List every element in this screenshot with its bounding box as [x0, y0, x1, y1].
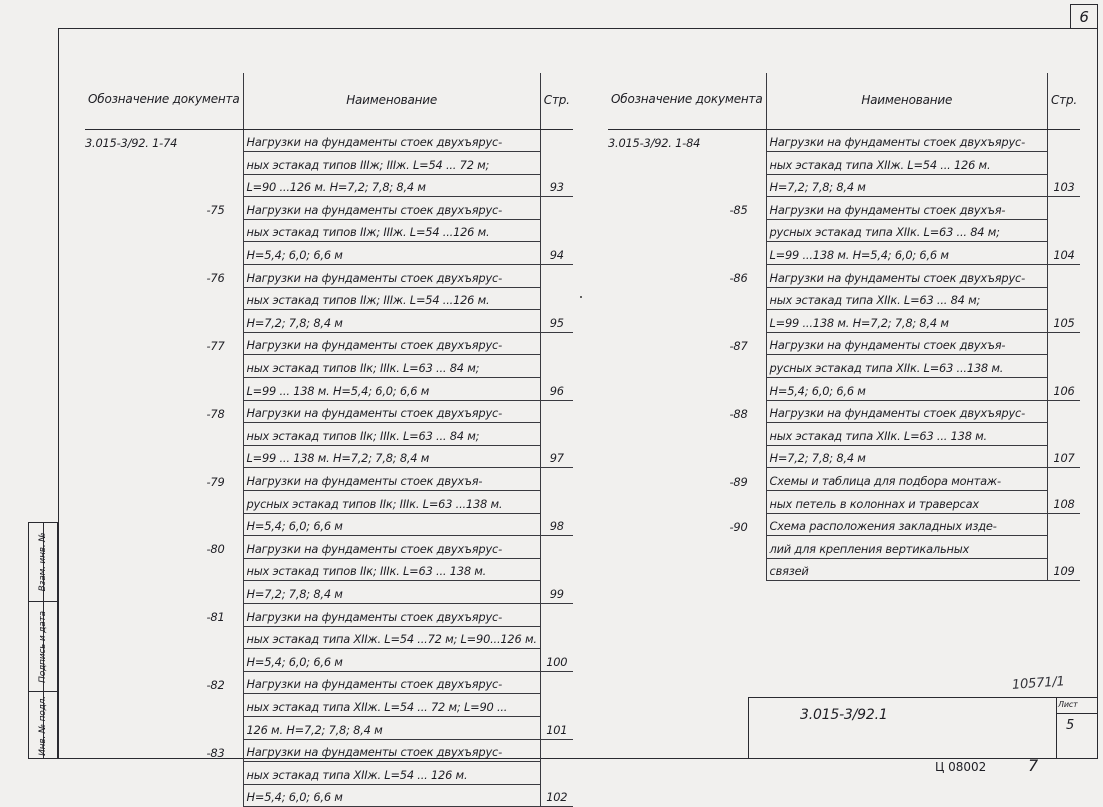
- cell-name: ных эстакад типов IIк; IIIк. L=63 ... 138 м.: [243, 558, 540, 581]
- table-row: [85, 242, 573, 265]
- cell-code: [85, 762, 243, 785]
- table-row: [85, 265, 573, 288]
- cell-code: -90: [729, 519, 748, 534]
- table-row: [608, 468, 1080, 491]
- cell-name: L=99 ...138 м. H=5,4; 6,0; 6,6 м: [766, 242, 1047, 265]
- cell-page: [540, 491, 573, 514]
- document-number: 3.015-3/92.1: [800, 707, 888, 723]
- cell-page: 94: [540, 242, 573, 265]
- cell-code: [85, 491, 243, 514]
- cell-page: 99: [540, 581, 573, 604]
- cell-page: 104: [1047, 242, 1080, 265]
- table-row: [608, 378, 1080, 401]
- cell-page: 93: [540, 174, 573, 197]
- table-row: [85, 152, 573, 175]
- cell-page: 106: [1047, 378, 1080, 401]
- header-page: Стр.: [540, 73, 573, 129]
- table-row: [85, 423, 573, 446]
- cell-code: -87: [729, 338, 748, 353]
- cell-page: [540, 603, 573, 626]
- header-code: Обозначение документа: [85, 73, 243, 129]
- table-row: [85, 536, 573, 559]
- table-row: [85, 671, 573, 694]
- cell-name: ных эстакад типа XIIж. L=54 ... 126 м.: [243, 762, 540, 785]
- table-row: [608, 445, 1080, 468]
- cell-name: H=5,4; 6,0; 6,6 м: [766, 378, 1047, 401]
- cell-page: [540, 762, 573, 785]
- cell-name: Нагрузки на фундаменты стоек двухъярус-: [243, 603, 540, 626]
- cell-code: 3.015-3/92. 1-84: [608, 135, 701, 150]
- table-row: [85, 649, 573, 672]
- cell-name: H=5,4; 6,0; 6,6 м: [243, 513, 540, 536]
- cell-page: [540, 355, 573, 378]
- cell-page: [1047, 265, 1080, 288]
- cell-page: 108: [1047, 491, 1080, 514]
- cell-page: [1047, 400, 1080, 423]
- cell-name: Нагрузки на фундаменты стоек двухъярус-: [243, 197, 540, 220]
- header-page: Стр.: [1047, 73, 1080, 129]
- cell-name: Нагрузки на фундаменты стоек двухъярус-: [243, 536, 540, 559]
- sheet-corner-number: 6: [1070, 4, 1098, 28]
- cell-code: [85, 152, 243, 175]
- cell-name: Схемы и таблица для подбора монтаж-: [766, 468, 1047, 491]
- cell-code: [85, 310, 243, 333]
- table-row: [85, 784, 573, 807]
- cell-page: [540, 129, 573, 152]
- cell-page: [540, 219, 573, 242]
- cell-name: H=7,2; 7,8; 8,4 м: [243, 310, 540, 333]
- footer-archive-code: Ц 08002: [935, 760, 987, 774]
- table-row: [608, 287, 1080, 310]
- strip-label-replacement: Взам. инв. №: [38, 532, 48, 592]
- cell-code: [608, 445, 766, 468]
- cell-page: [540, 152, 573, 175]
- table-header: [608, 73, 1080, 129]
- table-row: [608, 355, 1080, 378]
- cell-page: [540, 671, 573, 694]
- cell-page: 101: [540, 716, 573, 739]
- cell-name: Нагрузки на фундаменты стоек двухъярус-: [766, 400, 1047, 423]
- cell-code: [85, 784, 243, 807]
- cell-code: [85, 219, 243, 242]
- cell-name: H=5,4; 6,0; 6,6 м: [243, 242, 540, 265]
- cell-code: [608, 378, 766, 401]
- cell-page: [540, 536, 573, 559]
- cell-name: Нагрузки на фундаменты стоек двухъярус-: [766, 129, 1047, 152]
- cell-page: [1047, 423, 1080, 446]
- table-row: [85, 468, 573, 491]
- cell-name: русных эстакад типов IIк; IIIк. L=63 ...138 м.: [243, 491, 540, 514]
- cell-name: ных эстакад типов IIк; IIIк. L=63 ... 84 м;: [243, 355, 540, 378]
- cell-code: [608, 491, 766, 514]
- cell-code: [608, 558, 766, 581]
- cell-page: [1047, 287, 1080, 310]
- cell-code: [608, 242, 766, 265]
- scan-speck: [580, 296, 582, 298]
- cell-page: [540, 265, 573, 288]
- cell-code: [85, 558, 243, 581]
- table-row: [608, 536, 1080, 559]
- cell-page: [540, 423, 573, 446]
- cell-name: Нагрузки на фундаменты стоек двухъярус-: [766, 265, 1047, 288]
- cell-name: Нагрузки на фундаменты стоек двухъярус-: [243, 332, 540, 355]
- cell-code: -83: [206, 745, 225, 760]
- cell-code: [85, 649, 243, 672]
- cell-code: [85, 423, 243, 446]
- cell-name: H=5,4; 6,0; 6,6 м: [243, 784, 540, 807]
- header-name: Наименование: [766, 73, 1047, 129]
- table-row: [85, 762, 573, 785]
- table-row: [85, 378, 573, 401]
- table-row: [85, 287, 573, 310]
- cell-page: 100: [540, 649, 573, 672]
- cell-page: 97: [540, 445, 573, 468]
- cell-code: [608, 355, 766, 378]
- sheet-label: Лист: [1058, 700, 1078, 709]
- table-row: [85, 219, 573, 242]
- cell-page: 109: [1047, 558, 1080, 581]
- cell-name: H=7,2; 7,8; 8,4 м: [766, 174, 1047, 197]
- table-header: [85, 73, 573, 129]
- cell-code: -82: [206, 677, 225, 692]
- footer-page-number: 7: [1028, 756, 1038, 775]
- table-row: [85, 129, 573, 152]
- cell-page: 95: [540, 310, 573, 333]
- table-row: [85, 355, 573, 378]
- table-row: [608, 332, 1080, 355]
- cell-page: 103: [1047, 174, 1080, 197]
- table-row: [608, 423, 1080, 446]
- cell-name: Нагрузки на фундаменты стоек двухъя-: [243, 468, 540, 491]
- table-row: [85, 694, 573, 717]
- cell-name: ных эстакад типов IIж; IIIж. L=54 ...126 м.: [243, 219, 540, 242]
- left-contents-table: [85, 73, 573, 807]
- right-contents-table: [608, 73, 1080, 581]
- cell-code: -80: [206, 542, 225, 557]
- cell-name: Нагрузки на фундаменты стоек двухъярус-: [243, 739, 540, 762]
- cell-page: [1047, 468, 1080, 491]
- table-row: [85, 491, 573, 514]
- cell-name: Нагрузки на фундаменты стоек двухъярус-: [243, 400, 540, 423]
- cell-page: [540, 694, 573, 717]
- table-row: [85, 310, 573, 333]
- table-row: [85, 603, 573, 626]
- table-row: [85, 716, 573, 739]
- table-row: [85, 332, 573, 355]
- cell-code: [85, 716, 243, 739]
- cell-name: Нагрузки на фундаменты стоек двухъя-: [766, 332, 1047, 355]
- cell-name: H=7,2; 7,8; 8,4 м: [766, 445, 1047, 468]
- cell-name: L=90 ...126 м. H=7,2; 7,8; 8,4 м: [243, 174, 540, 197]
- cell-name: 126 м. H=7,2; 7,8; 8,4 м: [243, 716, 540, 739]
- cell-code: -88: [729, 406, 748, 421]
- header-name: Наименование: [243, 73, 540, 129]
- cell-name: L=99 ...138 м. H=7,2; 7,8; 8,4 м: [766, 310, 1047, 333]
- cell-name: ных эстакад типа XIIк. L=63 ... 138 м.: [766, 423, 1047, 446]
- cell-name: H=7,2; 7,8; 8,4 м: [243, 581, 540, 604]
- cell-page: [540, 400, 573, 423]
- cell-page: [540, 332, 573, 355]
- cell-code: [608, 310, 766, 333]
- cell-page: [540, 197, 573, 220]
- table-row: [608, 242, 1080, 265]
- cell-code: [85, 513, 243, 536]
- table-row: [85, 513, 573, 536]
- cell-code: -86: [729, 271, 748, 286]
- table-row: [608, 310, 1080, 333]
- cell-name: ных эстакад типа XIIж. L=54 ...72 м; L=90...126 м.: [243, 626, 540, 649]
- cell-page: [540, 739, 573, 762]
- table-row: [85, 445, 573, 468]
- table-row: [85, 626, 573, 649]
- strip-label-inventory: Инв. № подл.: [38, 696, 48, 756]
- cell-code: [85, 445, 243, 468]
- cell-name: H=5,4; 6,0; 6,6 м: [243, 649, 540, 672]
- table-row: [85, 400, 573, 423]
- cell-code: [608, 287, 766, 310]
- cell-page: [1047, 536, 1080, 559]
- cell-name: ных петель в колоннах и траверсах: [766, 491, 1047, 514]
- cell-page: 98: [540, 513, 573, 536]
- cell-code: -77: [206, 338, 225, 353]
- cell-page: [1047, 332, 1080, 355]
- table-row: [608, 265, 1080, 288]
- cell-code: [85, 174, 243, 197]
- table-row: [608, 219, 1080, 242]
- cell-name: Нагрузки на фундаменты стоек двухъя-: [766, 197, 1047, 220]
- table-row: [608, 513, 1080, 536]
- cell-code: -76: [206, 271, 225, 286]
- cell-name: русных эстакад типа XIIк. L=63 ...138 м.: [766, 355, 1047, 378]
- cell-name: L=99 ... 138 м. H=7,2; 7,8; 8,4 м: [243, 445, 540, 468]
- table-row: [608, 174, 1080, 197]
- cell-code: -79: [206, 474, 225, 489]
- cell-name: ных эстакад типов IIIж; IIIж. L=54 ... 72 м;: [243, 152, 540, 175]
- cell-code: [85, 287, 243, 310]
- cell-page: 102: [540, 784, 573, 807]
- header-code: Обозначение документа: [608, 73, 766, 129]
- cell-code: -85: [729, 203, 748, 218]
- cell-name: ных эстакад типов IIк; IIIк. L=63 ... 84 м;: [243, 423, 540, 446]
- cell-page: [540, 558, 573, 581]
- cell-name: Нагрузки на фундаменты стоек двухъярус-: [243, 265, 540, 288]
- cell-name: ных эстакад типа XIIж. L=54 ... 126 м.: [766, 152, 1047, 175]
- strip-label-signature: Подпись и дата: [38, 610, 48, 683]
- cell-code: [608, 219, 766, 242]
- table-row: [608, 197, 1080, 220]
- cell-page: [1047, 219, 1080, 242]
- table-row: [608, 152, 1080, 175]
- cell-page: [1047, 513, 1080, 536]
- binding-strip: [28, 522, 58, 759]
- cell-name: L=99 ... 138 м. H=5,4; 6,0; 6,6 м: [243, 378, 540, 401]
- cell-page: [540, 287, 573, 310]
- cell-code: -89: [729, 474, 748, 489]
- table-row: [608, 129, 1080, 152]
- cell-name: Нагрузки на фундаменты стоек двухъярус-: [243, 129, 540, 152]
- cell-code: [85, 242, 243, 265]
- cell-code: -75: [206, 203, 225, 218]
- cell-name: связей: [766, 558, 1047, 581]
- table-row: [85, 558, 573, 581]
- cell-page: [1047, 152, 1080, 175]
- cell-code: -81: [206, 610, 225, 625]
- cell-code: [85, 378, 243, 401]
- cell-page: [540, 626, 573, 649]
- cell-page: [540, 468, 573, 491]
- cell-code: [85, 626, 243, 649]
- cell-code: 3.015-3/92. 1-74: [85, 135, 178, 150]
- table-row: [608, 400, 1080, 423]
- cell-page: [1047, 129, 1080, 152]
- sheet-number: 5: [1066, 718, 1075, 733]
- cell-code: [608, 174, 766, 197]
- cell-name: ных эстакад типа XIIж. L=54 ... 72 м; L=90 ...: [243, 694, 540, 717]
- cell-name: ных эстакад типа XIIк. L=63 ... 84 м;: [766, 287, 1047, 310]
- cell-code: [85, 355, 243, 378]
- table-row: [85, 739, 573, 762]
- cell-page: 105: [1047, 310, 1080, 333]
- cell-page: [1047, 197, 1080, 220]
- cell-name: Нагрузки на фундаменты стоек двухъярус-: [243, 671, 540, 694]
- cell-code: -78: [206, 406, 225, 421]
- table-row: [85, 174, 573, 197]
- cell-page: 107: [1047, 445, 1080, 468]
- cell-code: [608, 423, 766, 446]
- cell-page: [1047, 355, 1080, 378]
- table-row: [608, 558, 1080, 581]
- inventory-number: 10571/1: [1011, 674, 1066, 693]
- cell-code: [85, 694, 243, 717]
- cell-code: [608, 152, 766, 175]
- table-row: [85, 581, 573, 604]
- cell-code: [608, 536, 766, 559]
- table-row: [608, 491, 1080, 514]
- cell-name: Схема расположения закладных изде-: [766, 513, 1047, 536]
- cell-code: [85, 581, 243, 604]
- cell-page: 96: [540, 378, 573, 401]
- cell-name: ных эстакад типов IIж; IIIж. L=54 ...126 м.: [243, 287, 540, 310]
- table-row: [85, 197, 573, 220]
- cell-name: русных эстакад типа XIIк. L=63 ... 84 м;: [766, 219, 1047, 242]
- cell-name: лий для крепления вертикальных: [766, 536, 1047, 559]
